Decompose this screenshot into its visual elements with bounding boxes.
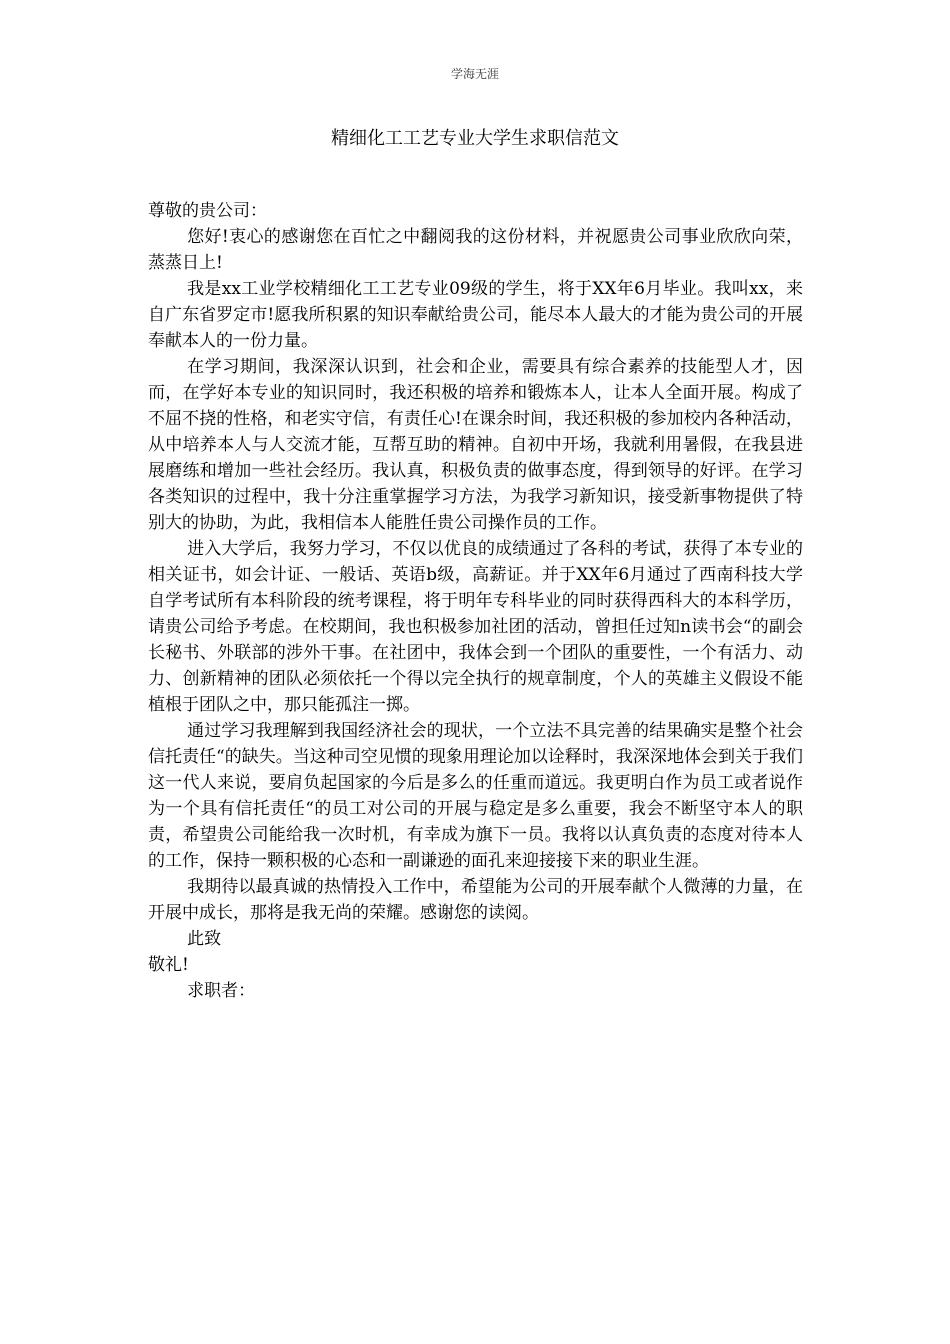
paragraph-university: 进入大学后，我努力学习，不仅以优良的成绩通过了各科的考试，获得了本专业的相关证书，如会计证、一般话、英语b级，高薪证。并于XX年6月通过了西南科技大学自学考试所有本科阶段的统考课程，将于明年专科毕业的同时获得西科大的本科学历，请贵公司给予考虑。在校期间，我也积极参加社团的活动，曾担任过知n读书会“的副会长秘书、外联部的涉外干事。在社团中，我体会到一个团队的重要性，一个有活力、动力、创新精神的团队必须依托一个得以完全执行的规章制度，个人的英雄主义假设不能植根于团队之中，那只能孤注一掷。 xyxy=(148,539,803,715)
signature-line: 求职者： xyxy=(187,981,256,1001)
page-header: 学海无涯 xyxy=(450,67,499,81)
paragraph-introduction: 我是xx工业学校精细化工工艺专业09级的学生，将于XX年6月毕业。我叫xx，来自广东省罗定市!愿我所积累的知识奉献给贵公司，能尽本人最大的才能为贵公司的开展奉献本人的一份力量。 xyxy=(148,279,803,351)
paragraph-greeting: 您好!衷心的感谢您在百忙之中翻阅我的这份材料，并祝愿贵公司事业欣欣向荣，蒸蒸日上! xyxy=(148,227,803,273)
paragraph-society: 通过学习我理解到我国经济社会的现状，一个立法不具完善的结果确实是整个社会信托责任“的缺失。当这种司空见惯的现象用理论加以诠释时，我深深地体会到关于我们这一代人来说，要肩负起国家的今后是多么的任重而道远。我更明白作为员工或者说作为一个具有信托责任“的员工对公司的开展与稳定是多么重要，我会不断坚守本人的职责，希望贵公司能给我一次时机，有幸成为旗下一员。我将以认真负责的态度对待本人的工作，保持一颗积极的心态和一副谦逊的面孔来迎接接下来的职业生涯。 xyxy=(148,721,803,871)
letter-body xyxy=(148,198,803,1004)
salutation: 尊敬的贵公司： xyxy=(148,201,267,221)
paragraph-study-period: 在学习期间，我深深认识到，社会和企业，需要具有综合素养的技能型人才，因而，在学好本专业的知识同时，我还积极的培养和锻炼本人，让本人全面开展。构成了不屈不挠的性格，和老实守信，有责任心!在课余时间，我还积极的参加校内各种活动，从中培养本人与人交流才能，互帮互助的精神。自初中开场，我就利用暑假，在我县进展磨练和增加一些社会经历。我认真，积极负责的做事态度，得到领导的好评。在学习各类知识的过程中，我十分注重掌握学习方法，为我学习新知识，接受新事物提供了特别大的协助，为此，我相信本人能胜任贵公司操作员的工作。 xyxy=(148,357,803,533)
paragraph-conclusion: 我期待以最真诚的热情投入工作中，希望能为公司的开展奉献个人微薄的力量，在开展中成长，那将是我无尚的荣耀。感谢您的读阅。 xyxy=(148,877,803,923)
closing-line-1: 此致 xyxy=(187,929,222,949)
closing-line-2: 敬礼! xyxy=(148,955,189,975)
document-title: 精细化工工艺专业大学生求职信范文 xyxy=(331,128,619,149)
